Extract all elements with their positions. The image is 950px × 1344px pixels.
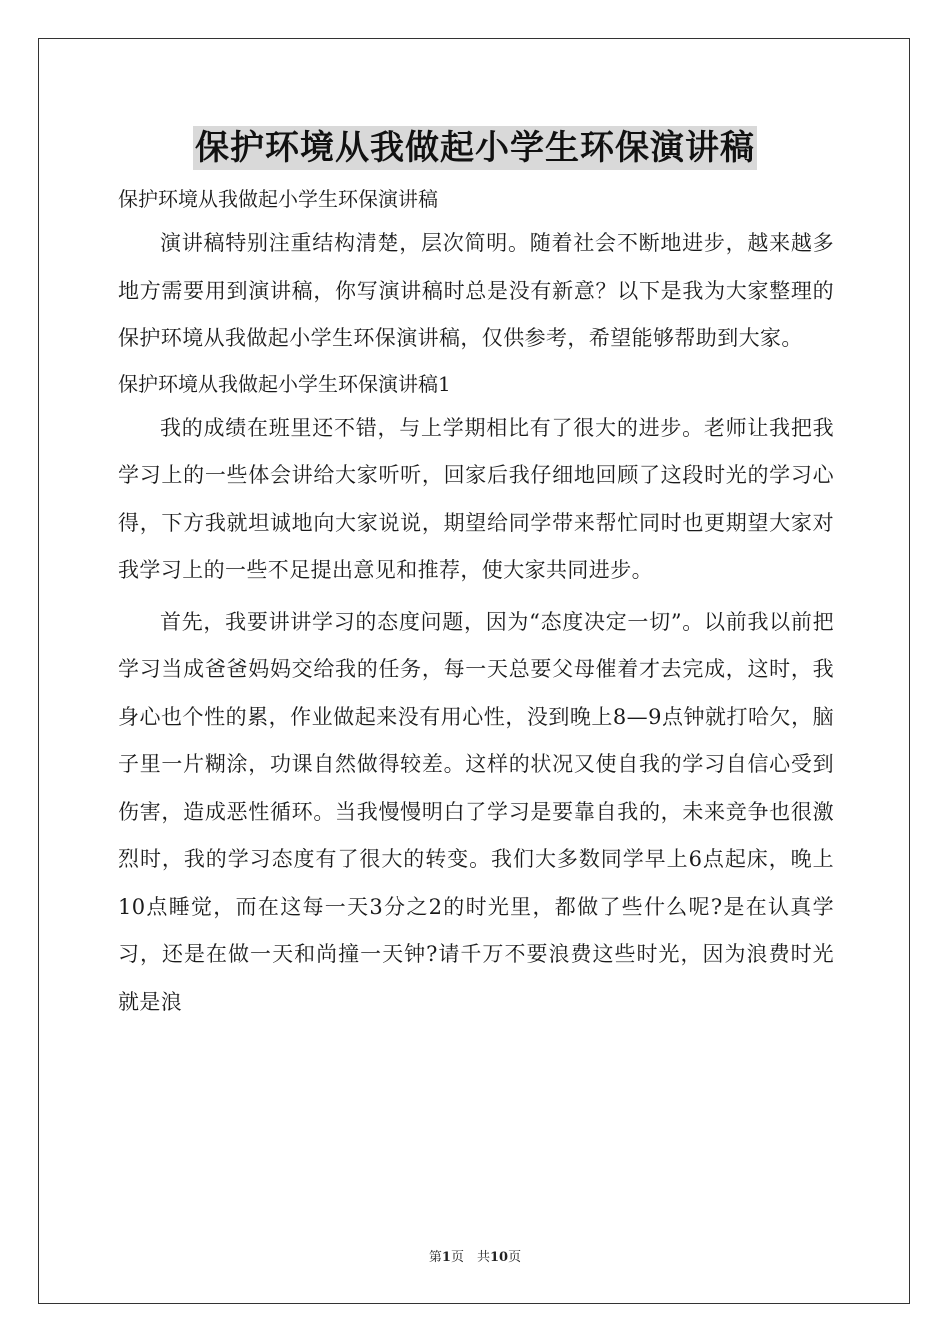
section-heading: 保护环境从我做起小学生环保演讲稿1	[118, 371, 451, 396]
document-subtitle: 保护环境从我做起小学生环保演讲稿	[118, 187, 438, 211]
total-page-count: 10	[489, 1250, 509, 1265]
body-paragraph-1: 我的成绩在班里还不错，与上学期相比有了很大的进步。老师让我把我学习上的一些体会讲给大家听听，回家后我仔细地回顾了这段时光的学习心得，下方我就坦诚地向大家说说，期望给同学带来帮忙同时也更期望大家对我学习上的一些不足提出意见和推荐，使大家共同进步。	[118, 415, 834, 582]
title-area	[0, 126, 950, 170]
page-suffix: 页	[508, 1250, 522, 1265]
document-title: 保护环境从我做起小学生环保演讲稿	[195, 128, 755, 168]
page-prefix: 第	[428, 1250, 442, 1265]
page-separator: 页 共	[450, 1250, 490, 1265]
body-paragraph-2: 首先，我要讲讲学习的态度问题，因为“态度决定一切”。以前我以前把学习当成爸爸妈妈交给我的任务，每一天总要父母催着才去完成，这时，我身心也个性的累，作业做起来没有用心性，没到晚上8—9点钟就打哈欠，脑子里一片糊涂，功课自然做得较差。这样的状况又使自我的学习自信心受到伤害，造成恶性循环。当我慢慢明白了学习是要靠自我的，未来竞争也很激烈时，我的学习态度有了很大的转变。我们大多数同学早上6点起床，晚上10点睡觉，而在这每一天3分之2的时光里，都做了些什么呢?是在认真学习，还是在做一天和尚撞一天钟?请千万不要浪费这些时光，因为浪费时光就是浪	[118, 609, 834, 1014]
document-body	[118, 178, 834, 1026]
page-footer	[0, 1246, 950, 1265]
intro-paragraph: 演讲稿特别注重结构清楚，层次简明。随着社会不断地进步，越来越多地方需要用到演讲稿，你写演讲稿时总是没有新意？以下是我为大家整理的保护环境从我做起小学生环保演讲稿，仅供参考，希望能够帮助到大家。	[118, 231, 834, 350]
current-page-number: 1	[441, 1250, 451, 1265]
